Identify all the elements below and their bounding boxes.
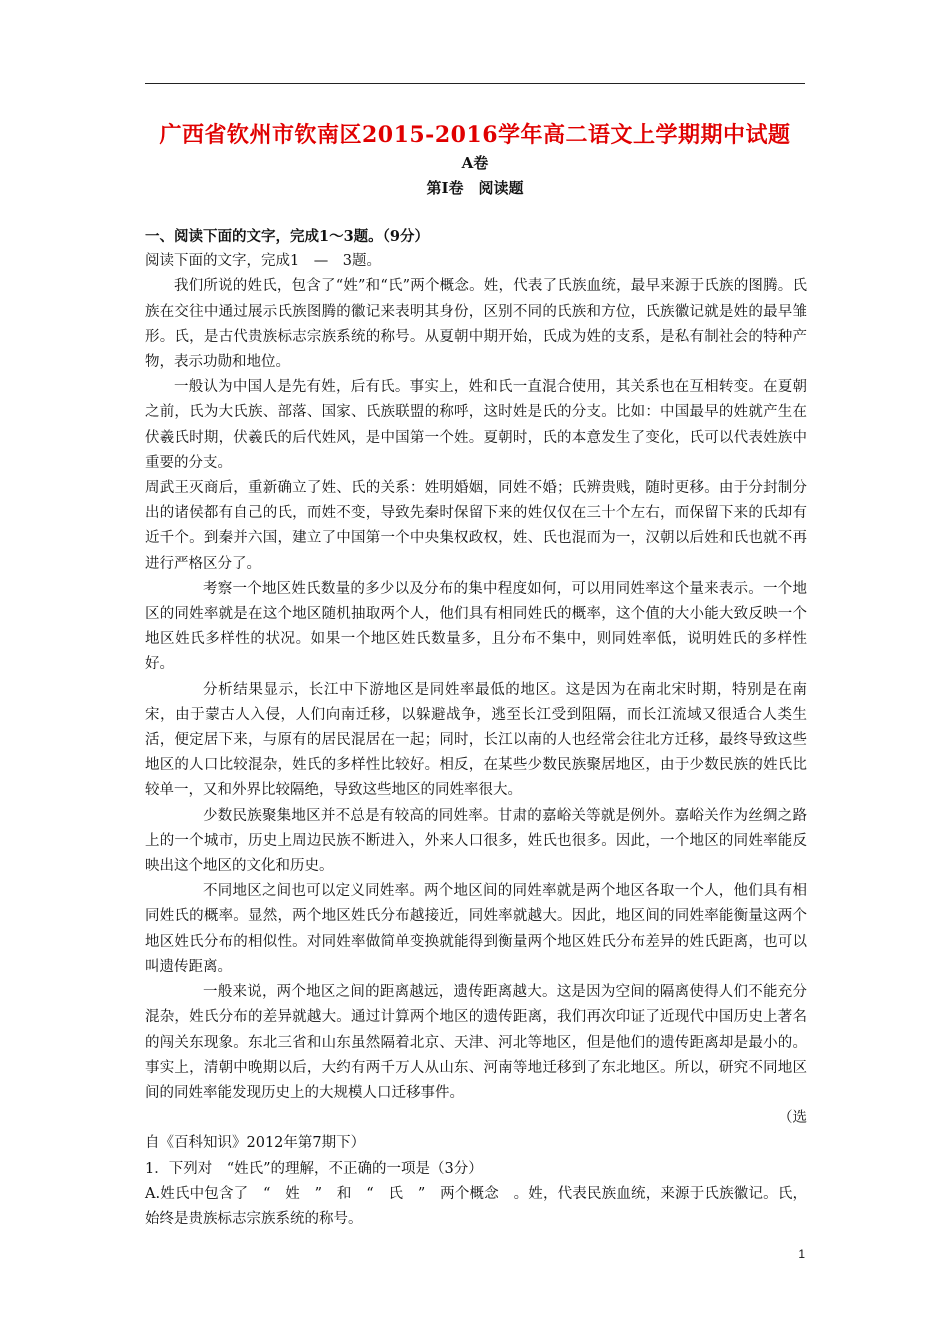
volume-label: A卷 bbox=[461, 154, 489, 172]
source-citation-start: （选 bbox=[778, 1110, 807, 1127]
page-number: 1 bbox=[798, 1247, 805, 1261]
paragraph-2: 一般认为中国人是先有姓，后有氏。事实上，姓和氏一直混合使用，其关系也在互相转变。在夏朝之前，氏为大氏族、部落、国家、氏族联盟的称呼，这时姓是氏的分支。比如：中国最早的姓就产生在伏羲氏时期，伏羲氏的后代姓风，是中国第一个姓。夏朝时，氏的本意发生了变化，氏可以代表姓族中重要的分支。 bbox=[145, 379, 807, 471]
paragraph-8: 一般来说，两个地区之间的距离越远，遗传距离越大。这是因为空间的隔离使得人们不能充分混杂，姓氏分布的差异就越大。通过计算两个地区的遗传距离，我们再次印证了近现代中国历史上著名的闯关东现象。东北三省和山东虽然隔着北京、天津、河北等地区，但是他们的遗传距离却是最小的。事实上，清朝中晚期以后，大约有两千万人从山东、河南等地迁移到了东北地区。所以，研究不同地区间的同姓率能发现历史上的大规模人口迁移事件。 bbox=[145, 984, 807, 1101]
question-option-a: A.姓氏中包含了 “ 姓 ” 和 “ 氏 ” 两个概念 。姓，代表民族血统，来源于氏族徽记。氏，始终是贵族标志宗族系统的称号。 bbox=[145, 1185, 807, 1227]
paragraph-6: 少数民族聚集地区并不总是有较高的同姓率。甘肃的嘉峪关等就是例外。嘉峪关作为丝绸之路上的一个城市，历史上周边民族不断进入，外来人口很多，姓氏也很多。因此，一个地区的同姓率能反映出这个地区的文化和历史。 bbox=[145, 807, 807, 875]
document-body bbox=[145, 224, 807, 1232]
section-instruction: 阅读下面的文字，完成1 — 3题。 bbox=[145, 253, 381, 270]
paragraph-3: 周武王灭商后，重新确立了姓、氏的关系：姓明婚姻，同姓不婚；氏辨贵贱，随时更移。由于分封制分出的诸侯都有自己的氏，而姓不变，导致先秦时保留下来的姓仅仅在三十个左右，而保留下来的氏却有近千个。到秦并六国，建立了中国第一个中央集权政权，姓、氏也混而为一，汉朝以后姓和氏也就不再进行严格区分了。 bbox=[145, 480, 807, 572]
paragraph-4: 考察一个地区姓氏数量的多少以及分布的集中程度如何，可以用同姓率这个量来表示。一个地区的同姓率就是在这个地区随机抽取两个人，他们具有相同姓氏的概率，这个值的大小能大致反映一个地区姓氏多样性的状况。如果一个地区姓氏数量多，且分布不集中，则同姓率低，说明姓氏的多样性好。 bbox=[145, 580, 807, 673]
source-citation-end: 自《百科知识》2012年第7期下） bbox=[145, 1135, 366, 1152]
section-heading: 一、阅读下面的文字，完成1～3题。（9分） bbox=[145, 228, 430, 245]
question-stem: 1．下列对 “姓氏”的理解，不正确的一项是（3分） bbox=[145, 1160, 483, 1177]
paragraph-7: 不同地区之间也可以定义同姓率。两个地区间的同姓率就是两个地区各取一个人，他们具有相同姓氏的概率。显然，两个地区姓氏分布越接近，同姓率就越大。因此，地区间的同姓率能衡量这两个地区姓氏分布的相似性。对同姓率做简单变换就能得到衡量两个地区姓氏分布差异的姓氏距离，也可以叫遗传距离。 bbox=[145, 883, 807, 975]
part-label: 第Ⅰ卷 阅读题 bbox=[426, 179, 524, 197]
paragraph-1: 我们所说的姓氏，包含了“姓”和“氏”两个概念。姓，代表了氏族血统，最早来源于氏族的图腾。氏族在交往中通过展示氏族图腾的徽记来表明其身份，区别不同的氏族和方位，氏族徽记就是姓的最早雏形。氏，是古代贵族标志宗族系统的称号。从夏朝中期开始，氏成为姓的支系，是私有制社会的特种产物，表示功勋和地位。 bbox=[145, 278, 807, 371]
document-title: 广西省钦州市钦南区2015-2016学年高二语文上学期期中试题 bbox=[159, 122, 791, 148]
header-rule bbox=[145, 83, 805, 84]
paragraph-5: 分析结果显示，长江中下游地区是同姓率最低的地区。这是因为在南北宋时期，特别是在南宋，由于蒙古人入侵，人们向南迁移，以躲避战争，逃至长江受到阻隔，而长江流域又很适合人类生活，便定居下来，与原有的居民混居在一起；同时，长江以南的人也经常会往北方迁移，最终导致这些地区的人口比较混杂，姓氏的多样性比较好。相反，在某些少数民族聚居地区，由于少数民族的姓氏比较单一，又和外界比较隔绝，导致这些地区的同姓率很大。 bbox=[145, 681, 807, 799]
